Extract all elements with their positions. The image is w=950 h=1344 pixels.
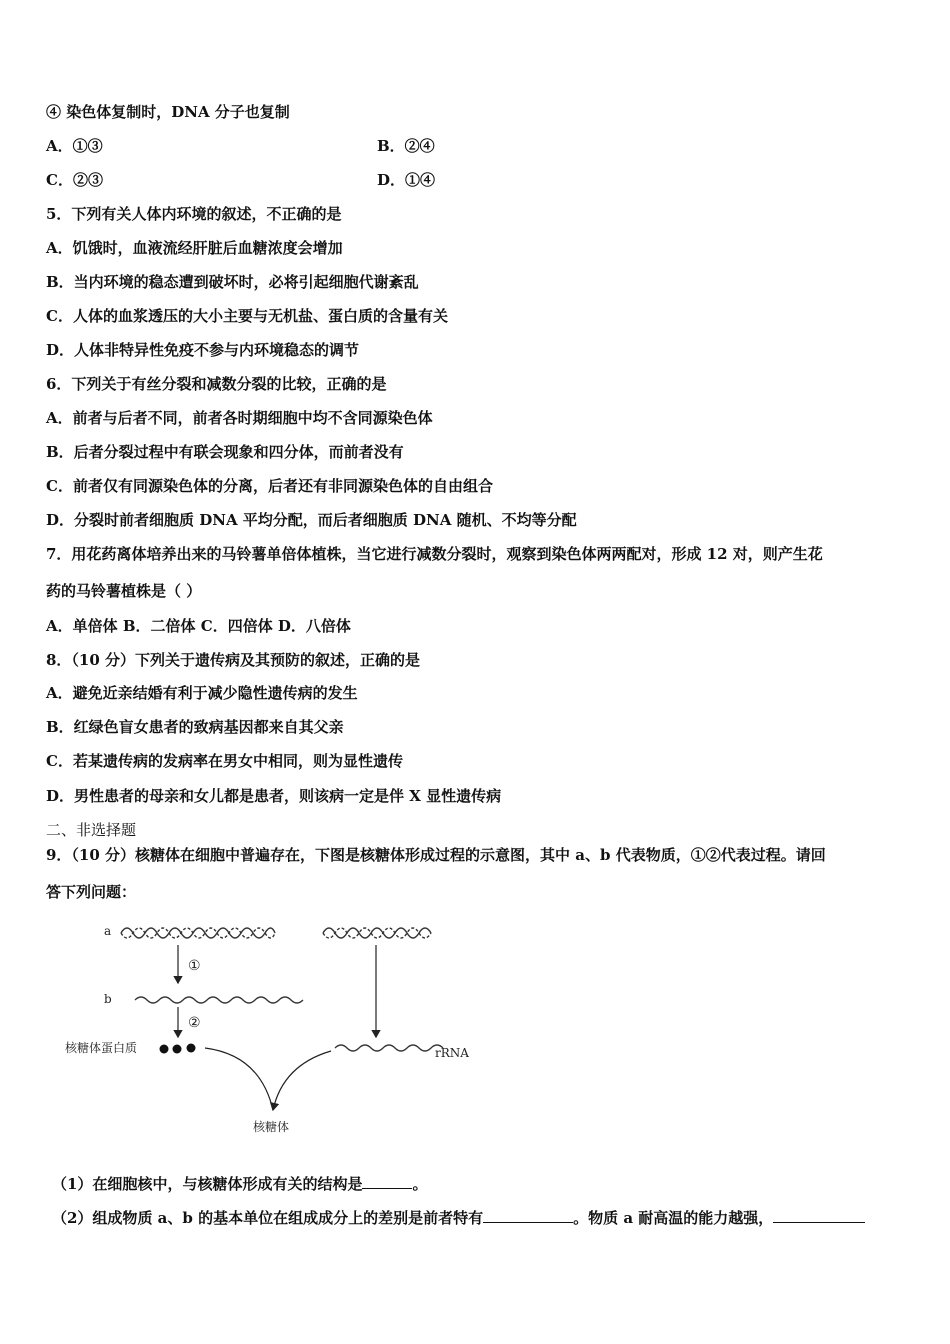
protein-dot: [187, 1044, 196, 1053]
q4-option-a: A．①③: [46, 137, 103, 155]
q6-option-d: D．分裂时前者细胞质 DNA 平均分配，而后者细胞质 DNA 随机、不均等分配: [46, 511, 577, 529]
answer-blank-2[interactable]: [483, 1207, 573, 1223]
q5-option-b: B．当内环境的稳态遭到破坏时，必将引起细胞代谢紊乱: [46, 273, 419, 291]
q6-option-a: A．前者与后者不同，前者各时期细胞中均不含同源染色体: [46, 409, 433, 427]
q8-option-c: C．若某遗传病的发病率在男女中相同，则为显性遗传: [46, 752, 403, 770]
ribosome-formation-diagram: [55, 915, 485, 1150]
rrna-strand: [335, 1045, 443, 1051]
protein-dot: [160, 1045, 169, 1054]
q5-option-d: D．人体非特异性免疫不参与内环境稳态的调节: [46, 341, 360, 359]
rrna-label: rRNA: [435, 1046, 469, 1060]
answer-blank-3[interactable]: [773, 1207, 865, 1223]
q8-option-b: B．红绿色盲女患者的致病基因都来自其父亲: [46, 718, 344, 736]
mrna-strand: [135, 997, 303, 1003]
q6-stem: 6．下列关于有丝分裂和减数分裂的比较，正确的是: [46, 375, 387, 393]
q6-option-b: B．后者分裂过程中有联会现象和四分体，而前者没有: [46, 443, 404, 461]
q9-sub1-text: （1）在细胞核中，与核糖体形成有关的结构是: [52, 1175, 363, 1193]
step-1-label: ①: [188, 958, 201, 974]
q9-stem-line1: 9．（10 分）核糖体在细胞中普遍存在，下图是核糖体形成过程的示意图，其中 a、b 代表物质，①②代表过程。请回: [46, 846, 826, 864]
converge-curve-left: [205, 1048, 273, 1110]
q8-option-d: D．男性患者的母亲和女儿都是患者，则该病一定是伴 X 显性遗传病: [46, 787, 502, 805]
q5-option-a: A．饥饿时，血液流经肝脏后血糖浓度会增加: [46, 239, 343, 257]
ribosomal-protein-label: 核糖体蛋白质: [65, 1041, 138, 1055]
q8-option-a: A．避免近亲结婚有利于减少隐性遗传病的发生: [46, 684, 358, 702]
q4-option-d: D．①④: [377, 171, 436, 189]
q4-option-b: B．②④: [377, 137, 435, 155]
q4-item4: ④ 染色体复制时，DNA 分子也复制: [46, 103, 290, 121]
q7-stem-line2: 药的马铃薯植株是（ ）: [46, 582, 202, 600]
q9-stem-line2: 答下列问题：: [46, 883, 137, 901]
converge-curve-right: [273, 1051, 331, 1110]
answer-blank-1[interactable]: [362, 1173, 412, 1189]
protein-dot: [173, 1045, 182, 1054]
q9-sub2-text: （2）组成物质 a、b 的基本单位在组成成分上的差别是前者特有: [52, 1209, 484, 1227]
q7-options: A．单倍体 B．二倍体 C．四倍体 D．八倍体: [46, 617, 351, 635]
q9-sub2-mid: 。物质 a 耐高温的能力越强，: [573, 1209, 774, 1227]
q7-stem-line1: 7．用花药离体培养出来的马铃薯单倍体植株，当它进行减数分裂时，观察到染色体两两配对，形成 12 对，则产生花: [46, 545, 823, 563]
q8-stem: 8．（10 分）下列关于遗传病及其预防的叙述，正确的是: [46, 651, 421, 669]
dna-helix-left: [121, 928, 275, 938]
q9-subquestion-2: [52, 1207, 865, 1228]
q5-option-c: C．人体的血浆透压的大小主要与无机盐、蛋白质的含量有关: [46, 307, 448, 325]
step-2-label: ②: [188, 1015, 201, 1031]
ribosome-label: 核糖体: [253, 1120, 290, 1134]
q4-option-c: C．②③: [46, 171, 103, 189]
q5-stem: 5．下列有关人体内环境的叙述，不正确的是: [46, 205, 342, 223]
dna-helix-right: [323, 928, 431, 938]
q6-option-c: C．前者仅有同源染色体的分离，后者还有非同源染色体的自由组合: [46, 477, 493, 495]
label-a: a: [104, 924, 112, 938]
q9-sub1-end: 。: [412, 1175, 428, 1193]
label-b: b: [104, 992, 112, 1006]
section-title: 二、非选择题: [46, 821, 137, 839]
q9-subquestion-1: [52, 1173, 427, 1194]
